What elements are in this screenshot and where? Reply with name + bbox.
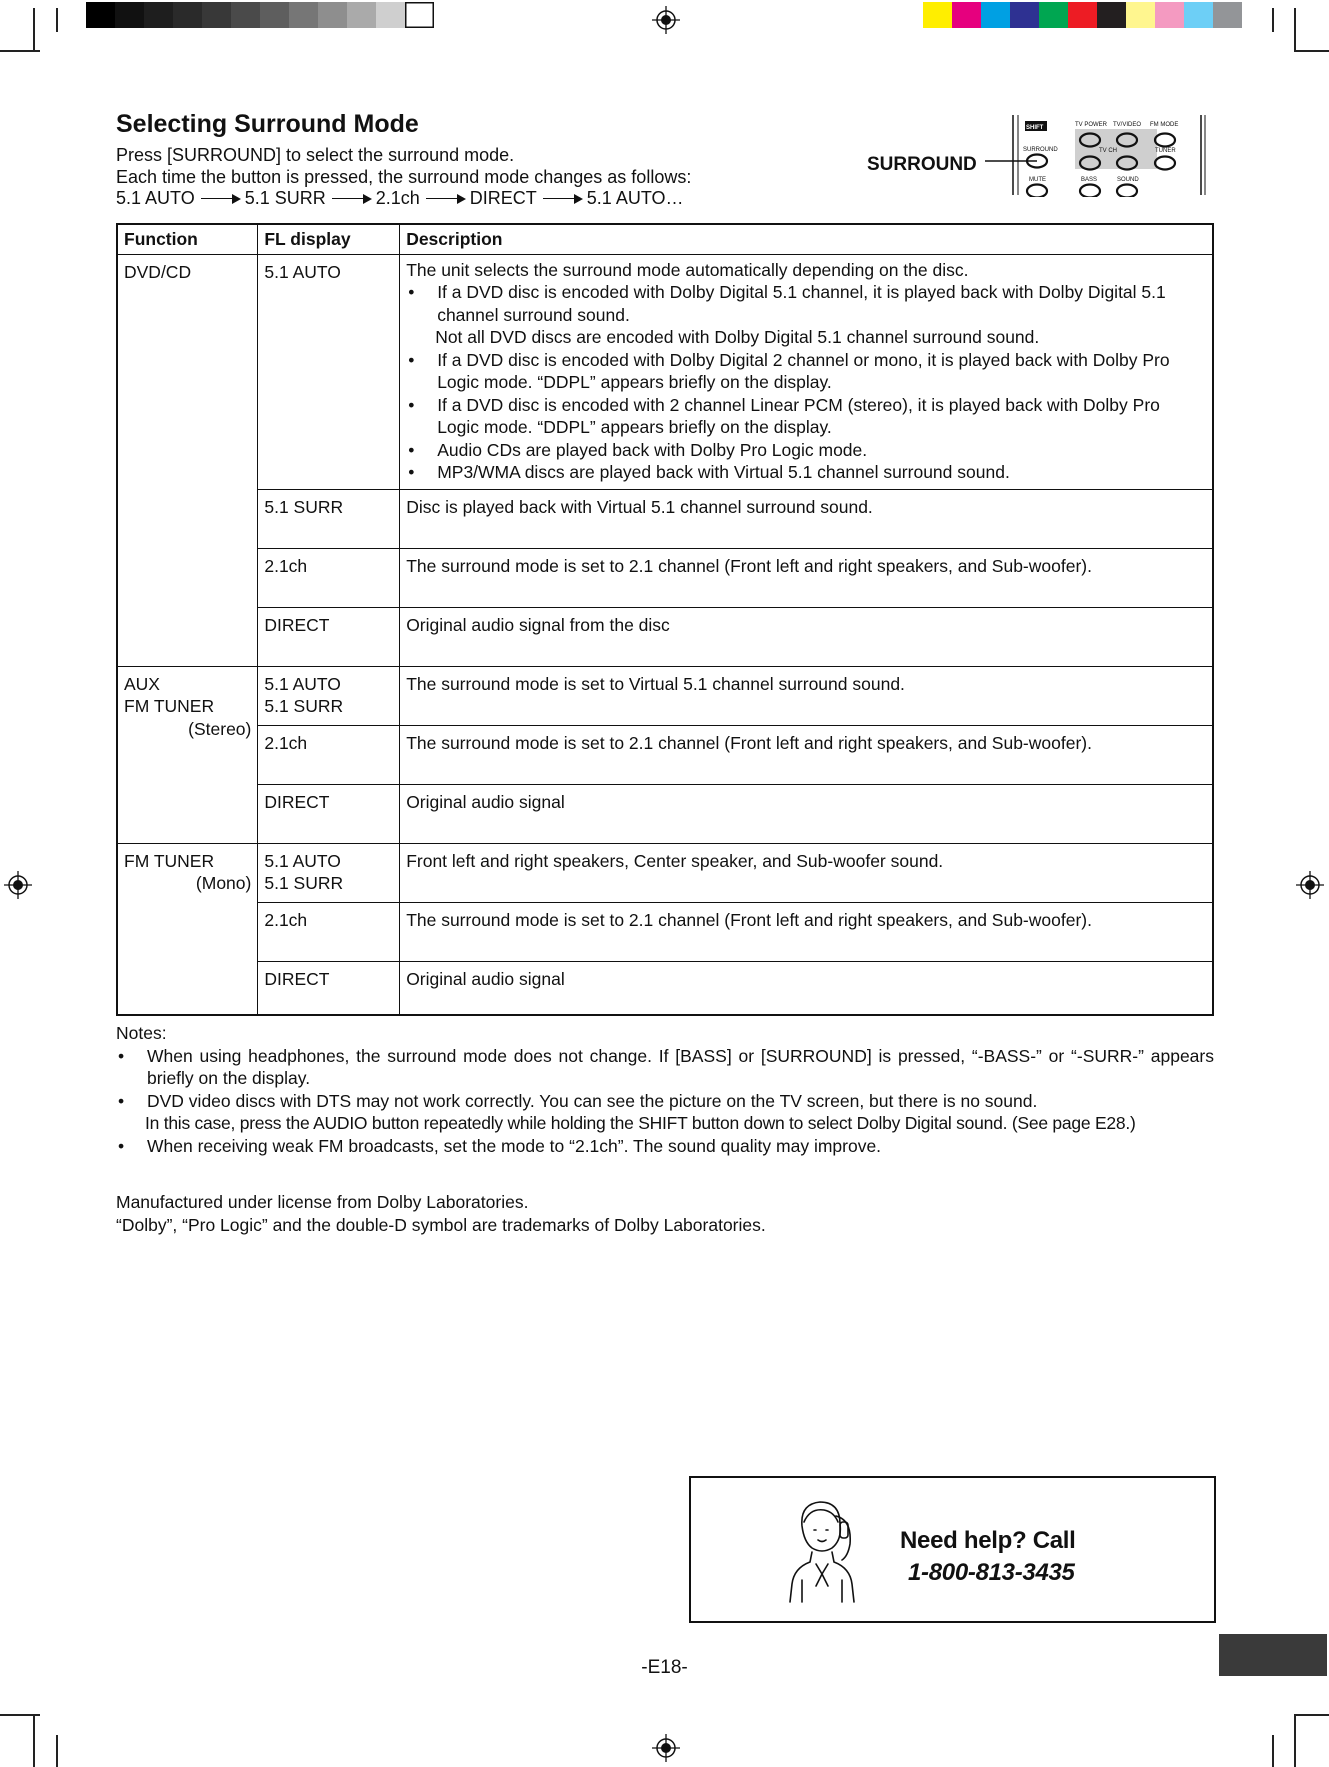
- column-header-function: Function: [117, 224, 258, 254]
- table-row: [117, 254, 1213, 489]
- crop-mark: [1294, 50, 1329, 52]
- table-row: [117, 961, 1213, 1015]
- note-text: When receiving weak FM broadcasts, set the mode to “2.1ch”. The sound quality may improve.: [147, 1135, 882, 1156]
- sequence-step: 5.1 AUTO…: [586, 188, 684, 208]
- color-swatch: [1097, 2, 1126, 28]
- function-cell: [117, 254, 258, 666]
- help-phone-number: 1-800-813-3435: [908, 1559, 1075, 1586]
- fl-display-cell: DIRECT: [258, 607, 400, 666]
- color-swatch: [1010, 2, 1039, 28]
- function-label: FM TUNER: [124, 696, 215, 716]
- help-heading: Need help? Call: [900, 1527, 1076, 1554]
- notes-section: [116, 1022, 1214, 1157]
- remote-button-label: SURROUND: [1023, 147, 1058, 153]
- description-cell: Original audio signal: [400, 961, 1213, 1015]
- table-row: [117, 489, 1213, 548]
- sequence-step: 5.1 AUTO: [116, 188, 195, 208]
- table-row: [117, 784, 1213, 843]
- color-swatch: [347, 2, 376, 28]
- surround-callout-label: SURROUND: [867, 154, 977, 175]
- remote-button-label: SHIFT: [1026, 125, 1044, 131]
- color-swatch: [144, 2, 173, 28]
- color-swatch: [260, 2, 289, 28]
- list-item: [406, 281, 1206, 326]
- bullet-icon: •: [408, 349, 415, 370]
- description-text: If a DVD disc is encoded with Dolby Digital 2 channel or mono, it is played back with Dolby Pro Logic mode. “DDPL” appears briefly on the display.: [437, 349, 1170, 392]
- function-label: (Stereo): [188, 718, 252, 739]
- color-swatch: [1184, 2, 1213, 28]
- crop-mark: [33, 8, 35, 50]
- color-swatch: [1155, 2, 1184, 28]
- remote-button-label: MUTE: [1029, 177, 1046, 183]
- license-line: Manufactured under license from Dolby Laboratories.: [116, 1192, 529, 1212]
- table-row: [117, 902, 1213, 961]
- arrow-right-icon: [330, 194, 372, 204]
- crop-mark: [1294, 1714, 1296, 1767]
- bullet-icon: •: [118, 1090, 125, 1111]
- notes-heading: Notes:: [116, 1023, 167, 1043]
- crop-mark: [1294, 1714, 1329, 1716]
- description-cell: The surround mode is set to 2.1 channel (Front left and right speakers, and Sub-woofer).: [400, 725, 1213, 784]
- color-swatch: [173, 2, 202, 28]
- color-swatch: [289, 2, 318, 28]
- list-item: [406, 394, 1206, 439]
- color-swatch: [1126, 2, 1155, 28]
- table-row: [117, 843, 1213, 902]
- fl-display-cell: 5.1 SURR: [258, 489, 400, 548]
- fl-display-value: 5.1 AUTO: [264, 673, 341, 694]
- surround-mode-table: [116, 223, 1214, 1016]
- crop-mark: [33, 1714, 35, 1767]
- sequence-step: 2.1ch: [375, 188, 420, 208]
- crop-mark: [1272, 1735, 1274, 1767]
- description-text: Not all DVD discs are encoded with Dolby Digital 5.1 channel surround sound.: [435, 327, 1040, 347]
- registration-mark-icon: [652, 1734, 680, 1762]
- color-swatch: [1213, 2, 1242, 28]
- list-item: [116, 1135, 1214, 1158]
- function-label: (Mono): [195, 873, 252, 893]
- description-cell: Disc is played back with Virtual 5.1 channel surround sound.: [400, 489, 1213, 548]
- table-header-row: [117, 224, 1213, 254]
- arrow-right-icon: [541, 194, 583, 204]
- note-text: When using headphones, the surround mode does not change. If [BASS] or [SURROUND] is pressed, “-BASS-” or “-SURR-” appears briefly on the display.: [147, 1045, 1214, 1088]
- description-cell: [400, 254, 1213, 489]
- description-text: The unit selects the surround mode automatically depending on the disc.: [406, 259, 969, 280]
- fl-display-cell: [258, 843, 400, 902]
- license-notice: [116, 1191, 766, 1236]
- color-swatch: [1068, 2, 1097, 28]
- description-text: Audio CDs are played back with Dolby Pro Logic mode.: [437, 439, 868, 460]
- color-swatch: [202, 2, 231, 28]
- page-number: -E18-: [641, 1657, 688, 1678]
- bullet-icon: •: [408, 282, 415, 302]
- crop-mark: [1272, 8, 1274, 32]
- color-swatch: [981, 2, 1010, 28]
- registration-mark-icon: [4, 871, 32, 899]
- remote-button-label: BASS: [1081, 177, 1098, 183]
- fl-display-value: 5.1 SURR: [264, 873, 344, 893]
- list-item: [406, 439, 1206, 462]
- list-item: [406, 349, 1206, 394]
- function-cell: [117, 666, 258, 843]
- registration-mark-icon: [652, 6, 680, 34]
- description-text: MP3/WMA discs are played back with Virtual 5.1 channel surround sound.: [437, 462, 1010, 482]
- description-text: If a DVD disc is encoded with 2 channel Linear PCM (stereo), it is played back with Dolby Pro Logic mode. “DDPL” appears briefly on the display.: [437, 394, 1160, 437]
- function-cell: [117, 843, 258, 1015]
- fl-display-value: 5.1 AUTO: [264, 850, 341, 871]
- color-swatch: [376, 2, 405, 28]
- page-title: Selecting Surround Mode: [116, 110, 419, 138]
- description-cell: Front left and right speakers, Center speaker, and Sub-woofer sound.: [400, 843, 1213, 902]
- function-label: AUX: [124, 673, 160, 694]
- crop-mark: [1294, 8, 1296, 50]
- fl-display-value: 5.1 SURR: [264, 696, 344, 716]
- fl-display-cell: [258, 666, 400, 725]
- table-row: [117, 548, 1213, 607]
- remote-button-label: TV POWER: [1075, 122, 1108, 128]
- remote-button-label: TUNER: [1155, 148, 1176, 154]
- description-cell: The surround mode is set to Virtual 5.1 channel surround sound.: [400, 666, 1213, 725]
- list-item: [116, 1090, 1214, 1113]
- color-swatch: [318, 2, 347, 28]
- description-text: If a DVD disc is encoded with Dolby Digital 5.1 channel, it is played back with Dolby Digital 5.1 channel surround sound.: [437, 282, 1166, 325]
- fl-display-cell: 2.1ch: [258, 548, 400, 607]
- remote-button-label: FM MODE: [1150, 122, 1179, 128]
- crop-mark: [56, 8, 58, 32]
- sequence-step: DIRECT: [469, 188, 537, 208]
- column-header-fl-display: FL display: [258, 224, 400, 254]
- bullet-icon: •: [408, 439, 415, 460]
- table-row: [117, 725, 1213, 784]
- description-cell: Original audio signal: [400, 784, 1213, 843]
- color-swatch: [115, 2, 144, 28]
- color-swatch: [86, 2, 115, 28]
- phone-operator-icon: [780, 1496, 860, 1604]
- color-swatch: [231, 2, 260, 28]
- description-cell: The surround mode is set to 2.1 channel (Front left and right speakers, and Sub-woofer).: [400, 902, 1213, 961]
- bullet-icon: •: [118, 1045, 125, 1066]
- fl-display-cell: DIRECT: [258, 961, 400, 1015]
- section-tab: [1219, 1634, 1327, 1676]
- color-swatch: [923, 2, 952, 28]
- fl-display-cell: 2.1ch: [258, 902, 400, 961]
- registration-mark-icon: [1296, 871, 1324, 899]
- fl-display-cell: 2.1ch: [258, 725, 400, 784]
- list-item: [406, 461, 1206, 484]
- crop-mark: [56, 1735, 58, 1767]
- crop-mark: [0, 50, 40, 52]
- color-swatch: [952, 2, 981, 28]
- intro-line-2: Each time the button is pressed, the surround mode changes as follows:: [116, 167, 692, 187]
- remote-control-illustration: [985, 113, 1210, 197]
- bullet-icon: •: [408, 462, 415, 482]
- remote-button-label: TV/VIDEO: [1113, 122, 1142, 128]
- license-line: “Dolby”, “Pro Logic” and the double-D symbol are trademarks of Dolby Laboratories.: [116, 1214, 766, 1235]
- mode-sequence: [116, 188, 684, 209]
- bullet-icon: •: [408, 394, 415, 415]
- fl-display-cell: 5.1 AUTO: [258, 254, 400, 489]
- color-swatch: [1039, 2, 1068, 28]
- function-label: FM TUNER: [124, 850, 215, 871]
- table-row: [117, 607, 1213, 666]
- fl-display-cell: DIRECT: [258, 784, 400, 843]
- list-item: [116, 1045, 1214, 1090]
- note-text: DVD video discs with DTS may not work correctly. You can see the picture on the TV screen, but there is no sound.: [147, 1090, 1038, 1111]
- intro-line-1: Press [SURROUND] to select the surround mode.: [116, 145, 515, 165]
- description-cell: Original audio signal from the disc: [400, 607, 1213, 666]
- bullet-icon: •: [118, 1135, 125, 1156]
- arrow-right-icon: [199, 194, 241, 204]
- table-row: [117, 666, 1213, 725]
- description-cell: The surround mode is set to 2.1 channel (Front left and right speakers, and Sub-woofer).: [400, 548, 1213, 607]
- sequence-step: 5.1 SURR: [244, 188, 326, 208]
- color-swatch: [405, 2, 434, 28]
- remote-button-label: SOUND: [1117, 177, 1139, 183]
- remote-button-label: TV CH: [1099, 148, 1117, 154]
- column-header-description: Description: [400, 224, 1213, 254]
- function-label: DVD/CD: [124, 261, 192, 282]
- arrow-right-icon: [424, 194, 466, 204]
- note-text: In this case, press the AUDIO button repeatedly while holding the SHIFT button down to select Dolby Digital sound. (See page E28.): [145, 1113, 1136, 1133]
